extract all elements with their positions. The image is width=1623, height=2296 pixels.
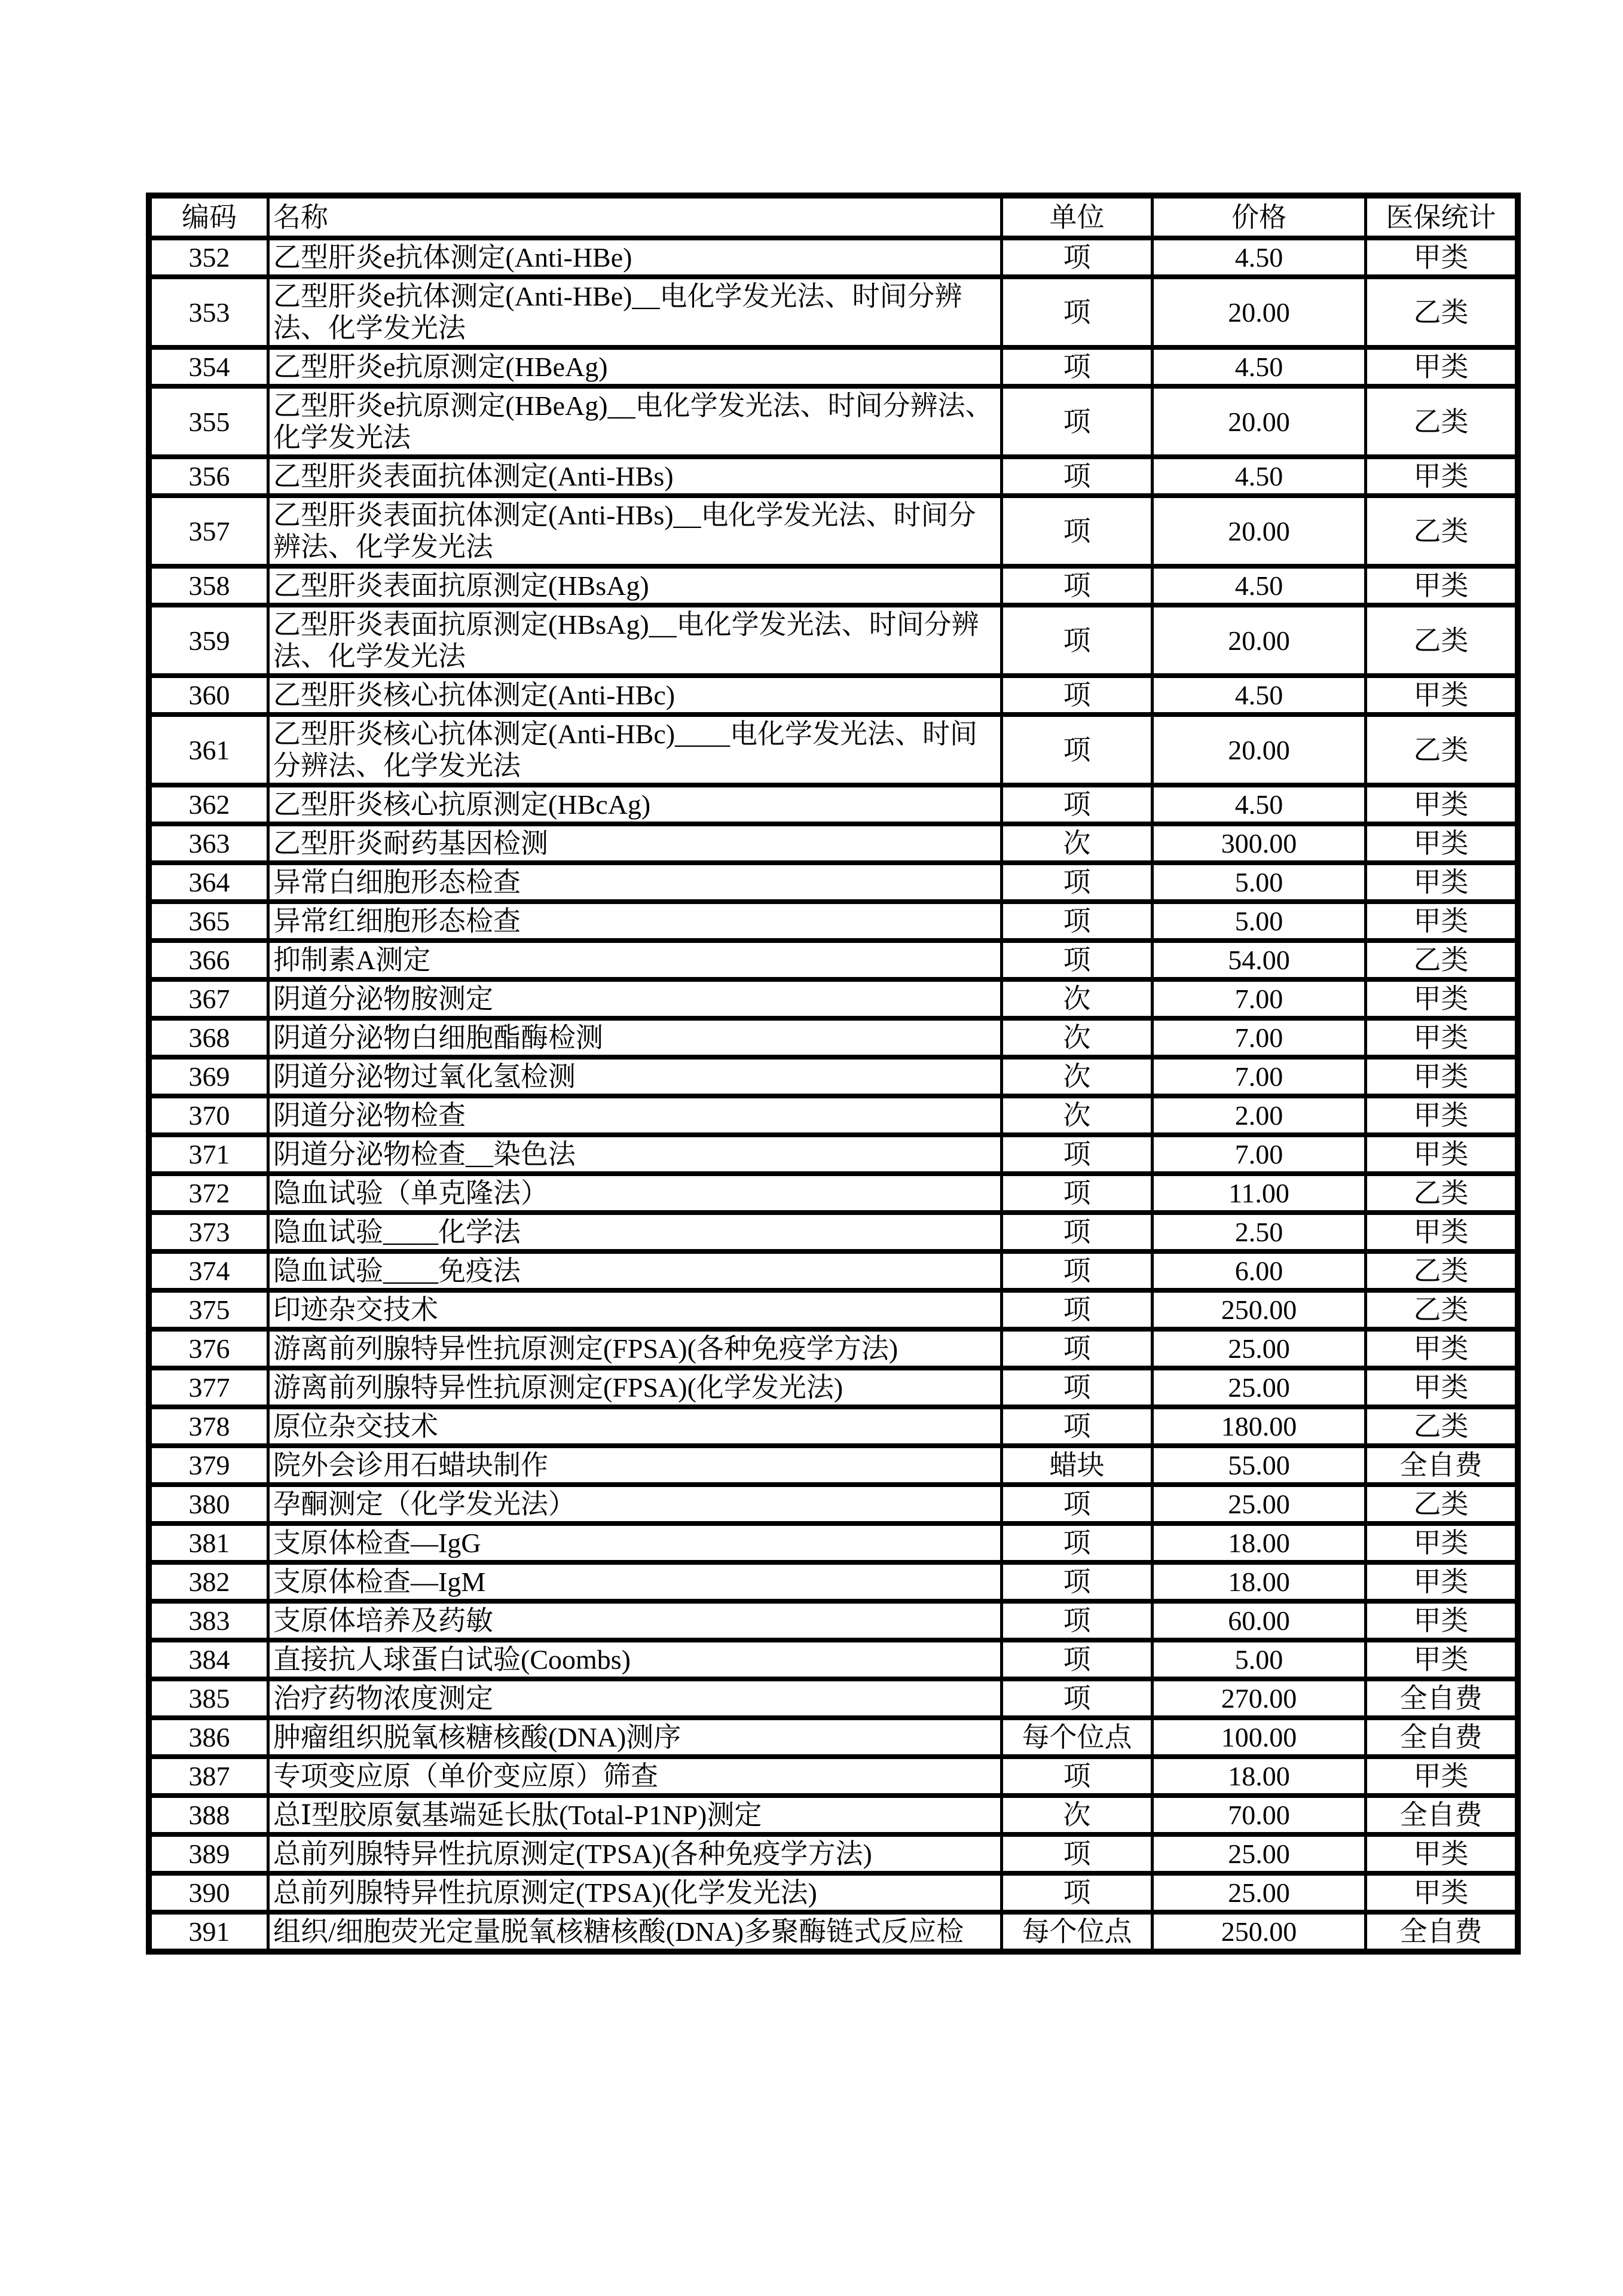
cell-price: 100.00	[1153, 1718, 1366, 1757]
cell-unit: 蜡块	[1002, 1446, 1153, 1485]
cell-name: 支原体检查—IgM	[268, 1562, 1002, 1601]
cell-price: 11.00	[1153, 1174, 1366, 1213]
table-row	[149, 1679, 1518, 1718]
cell-price: 2.00	[1153, 1096, 1366, 1135]
cell-insurance: 乙类	[1366, 1174, 1518, 1213]
table-row	[149, 277, 1518, 347]
cell-price: 270.00	[1153, 1679, 1366, 1718]
cell-unit: 项	[1002, 676, 1153, 715]
cell-unit: 项	[1002, 347, 1153, 386]
cell-name: 阴道分泌物检查__染色法	[268, 1135, 1002, 1174]
table-row	[149, 1057, 1518, 1096]
table-row	[149, 1718, 1518, 1757]
cell-code: 372	[149, 1174, 268, 1213]
cell-code: 358	[149, 566, 268, 605]
cell-code: 379	[149, 1446, 268, 1485]
cell-insurance: 甲类	[1366, 824, 1518, 863]
cell-insurance: 乙类	[1366, 605, 1518, 676]
cell-insurance: 甲类	[1366, 1368, 1518, 1407]
cell-unit: 次	[1002, 1057, 1153, 1096]
cell-price: 5.00	[1153, 863, 1366, 902]
cell-insurance: 乙类	[1366, 1290, 1518, 1329]
table-row	[149, 1368, 1518, 1407]
table-row	[149, 496, 1518, 566]
column-header-unit: 单位	[1002, 196, 1153, 238]
table-row	[149, 1757, 1518, 1796]
cell-name: 乙型肝炎表面抗原测定(HBsAg)	[268, 566, 1002, 605]
cell-name: 乙型肝炎核心抗体测定(Anti-HBc)____电化学发光法、时间分辨法、化学发光法	[268, 715, 1002, 785]
table-row	[149, 1135, 1518, 1174]
cell-code: 375	[149, 1290, 268, 1329]
cell-code: 367	[149, 979, 268, 1018]
cell-code: 391	[149, 1912, 268, 1952]
cell-name: 阴道分泌物白细胞酯酶检测	[268, 1018, 1002, 1057]
table-header	[149, 196, 1518, 238]
cell-price: 4.50	[1153, 785, 1366, 824]
cell-insurance: 甲类	[1366, 1057, 1518, 1096]
cell-unit: 每个位点	[1002, 1718, 1153, 1757]
cell-unit: 项	[1002, 605, 1153, 676]
cell-insurance: 甲类	[1366, 902, 1518, 941]
cell-insurance: 甲类	[1366, 566, 1518, 605]
cell-name: 乙型肝炎表面抗原测定(HBsAg)__电化学发光法、时间分辨法、化学发光法	[268, 605, 1002, 676]
cell-code: 357	[149, 496, 268, 566]
cell-unit: 项	[1002, 1174, 1153, 1213]
cell-price: 5.00	[1153, 902, 1366, 941]
cell-name: 乙型肝炎e抗原测定(HBeAg)__电化学发光法、时间分辨法、化学发光法	[268, 386, 1002, 457]
cell-price: 20.00	[1153, 496, 1366, 566]
cell-unit: 项	[1002, 1213, 1153, 1251]
cell-price: 180.00	[1153, 1407, 1366, 1446]
cell-price: 4.50	[1153, 676, 1366, 715]
cell-unit: 项	[1002, 1329, 1153, 1368]
cell-name: 总前列腺特异性抗原测定(TPSA)(各种免疫学方法)	[268, 1834, 1002, 1873]
cell-name: 专项变应原（单价变应原）筛查	[268, 1757, 1002, 1796]
table-row	[149, 1485, 1518, 1523]
cell-name: 阴道分泌物过氧化氢检测	[268, 1057, 1002, 1096]
cell-insurance: 全自费	[1366, 1796, 1518, 1834]
cell-insurance: 甲类	[1366, 979, 1518, 1018]
cell-price: 4.50	[1153, 347, 1366, 386]
cell-price: 7.00	[1153, 1135, 1366, 1174]
cell-price: 60.00	[1153, 1601, 1366, 1640]
cell-insurance: 乙类	[1366, 941, 1518, 979]
cell-unit: 项	[1002, 785, 1153, 824]
cell-unit: 项	[1002, 1757, 1153, 1796]
cell-name: 阴道分泌物胺测定	[268, 979, 1002, 1018]
cell-unit: 项	[1002, 386, 1153, 457]
cell-price: 4.50	[1153, 457, 1366, 496]
cell-name: 隐血试验____化学法	[268, 1213, 1002, 1251]
table-row	[149, 1096, 1518, 1135]
cell-name: 乙型肝炎核心抗体测定(Anti-HBc)	[268, 676, 1002, 715]
cell-code: 388	[149, 1796, 268, 1834]
table-row	[149, 1213, 1518, 1251]
cell-name: 游离前列腺特异性抗原测定(FPSA)(各种免疫学方法)	[268, 1329, 1002, 1368]
cell-name: 支原体检查—IgG	[268, 1523, 1002, 1562]
cell-code: 377	[149, 1368, 268, 1407]
table-row	[149, 902, 1518, 941]
cell-price: 20.00	[1153, 605, 1366, 676]
cell-price: 6.00	[1153, 1251, 1366, 1290]
table-row	[149, 1446, 1518, 1485]
cell-price: 20.00	[1153, 386, 1366, 457]
table-row	[149, 386, 1518, 457]
cell-insurance: 甲类	[1366, 1018, 1518, 1057]
table-row	[149, 863, 1518, 902]
cell-name: 肿瘤组织脱氧核糖核酸(DNA)测序	[268, 1718, 1002, 1757]
cell-name: 异常白细胞形态检查	[268, 863, 1002, 902]
cell-insurance: 甲类	[1366, 1834, 1518, 1873]
cell-code: 368	[149, 1018, 268, 1057]
cell-insurance: 甲类	[1366, 1562, 1518, 1601]
cell-code: 365	[149, 902, 268, 941]
cell-name: 乙型肝炎e抗体测定(Anti-HBe)__电化学发光法、时间分辨法、化学发光法	[268, 277, 1002, 347]
cell-name: 直接抗人球蛋白试验(Coombs)	[268, 1640, 1002, 1679]
cell-name: 印迹杂交技术	[268, 1290, 1002, 1329]
cell-insurance: 甲类	[1366, 1329, 1518, 1368]
column-header-price: 价格	[1153, 196, 1366, 238]
cell-insurance: 甲类	[1366, 1135, 1518, 1174]
cell-unit: 项	[1002, 1523, 1153, 1562]
cell-name: 隐血试验（单克隆法）	[268, 1174, 1002, 1213]
cell-unit: 次	[1002, 1018, 1153, 1057]
table-row	[149, 824, 1518, 863]
cell-insurance: 乙类	[1366, 496, 1518, 566]
cell-code: 359	[149, 605, 268, 676]
header-row	[149, 196, 1518, 238]
cell-insurance: 乙类	[1366, 1407, 1518, 1446]
cell-code: 385	[149, 1679, 268, 1718]
table-row	[149, 1018, 1518, 1057]
cell-code: 376	[149, 1329, 268, 1368]
cell-code: 381	[149, 1523, 268, 1562]
cell-name: 孕酮测定（化学发光法）	[268, 1485, 1002, 1523]
cell-unit: 项	[1002, 1290, 1153, 1329]
table-row	[149, 1562, 1518, 1601]
cell-price: 25.00	[1153, 1368, 1366, 1407]
cell-insurance: 甲类	[1366, 1640, 1518, 1679]
cell-code: 355	[149, 386, 268, 457]
cell-name: 治疗药物浓度测定	[268, 1679, 1002, 1718]
table-row	[149, 1601, 1518, 1640]
cell-price: 7.00	[1153, 1018, 1366, 1057]
cell-code: 380	[149, 1485, 268, 1523]
cell-insurance: 乙类	[1366, 1485, 1518, 1523]
cell-code: 387	[149, 1757, 268, 1796]
cell-price: 25.00	[1153, 1485, 1366, 1523]
cell-price: 54.00	[1153, 941, 1366, 979]
cell-code: 363	[149, 824, 268, 863]
cell-unit: 次	[1002, 1096, 1153, 1135]
cell-name: 乙型肝炎表面抗体测定(Anti-HBs)__电化学发光法、时间分辨法、化学发光法	[268, 496, 1002, 566]
cell-price: 55.00	[1153, 1446, 1366, 1485]
cell-insurance: 甲类	[1366, 457, 1518, 496]
cell-code: 360	[149, 676, 268, 715]
cell-insurance: 甲类	[1366, 1213, 1518, 1251]
cell-unit: 项	[1002, 1407, 1153, 1446]
cell-code: 361	[149, 715, 268, 785]
cell-unit: 项	[1002, 238, 1153, 277]
cell-insurance: 甲类	[1366, 1601, 1518, 1640]
cell-insurance: 甲类	[1366, 785, 1518, 824]
cell-unit: 项	[1002, 1485, 1153, 1523]
table-row	[149, 1251, 1518, 1290]
cell-price: 20.00	[1153, 277, 1366, 347]
table-row	[149, 1640, 1518, 1679]
cell-insurance: 甲类	[1366, 347, 1518, 386]
cell-code: 364	[149, 863, 268, 902]
table-row	[149, 1523, 1518, 1562]
table-row	[149, 1834, 1518, 1873]
cell-name: 组织/细胞荧光定量脱氧核糖核酸(DNA)多聚酶链式反应检	[268, 1912, 1002, 1952]
cell-name: 异常红细胞形态检查	[268, 902, 1002, 941]
cell-price: 7.00	[1153, 979, 1366, 1018]
table-row	[149, 1407, 1518, 1446]
cell-unit: 项	[1002, 1562, 1153, 1601]
cell-name: 阴道分泌物检查	[268, 1096, 1002, 1135]
cell-unit: 项	[1002, 1834, 1153, 1873]
cell-price: 25.00	[1153, 1834, 1366, 1873]
price-table	[146, 193, 1521, 1955]
cell-code: 370	[149, 1096, 268, 1135]
table-row	[149, 457, 1518, 496]
table-row	[149, 566, 1518, 605]
cell-insurance: 全自费	[1366, 1679, 1518, 1718]
cell-name: 总前列腺特异性抗原测定(TPSA)(化学发光法)	[268, 1873, 1002, 1912]
cell-code: 382	[149, 1562, 268, 1601]
cell-unit: 项	[1002, 1251, 1153, 1290]
cell-price: 4.50	[1153, 566, 1366, 605]
cell-price: 25.00	[1153, 1873, 1366, 1912]
cell-code: 362	[149, 785, 268, 824]
cell-price: 20.00	[1153, 715, 1366, 785]
cell-unit: 项	[1002, 715, 1153, 785]
cell-price: 2.50	[1153, 1213, 1366, 1251]
cell-insurance: 乙类	[1366, 715, 1518, 785]
cell-insurance: 甲类	[1366, 1096, 1518, 1135]
table-row	[149, 1873, 1518, 1912]
cell-code: 352	[149, 238, 268, 277]
cell-insurance: 甲类	[1366, 1873, 1518, 1912]
table-row	[149, 1174, 1518, 1213]
table-row	[149, 238, 1518, 277]
cell-price: 250.00	[1153, 1912, 1366, 1952]
cell-unit: 项	[1002, 1601, 1153, 1640]
cell-insurance: 乙类	[1366, 1251, 1518, 1290]
table-row	[149, 1290, 1518, 1329]
cell-insurance: 全自费	[1366, 1912, 1518, 1952]
cell-code: 386	[149, 1718, 268, 1757]
cell-code: 390	[149, 1873, 268, 1912]
cell-code: 378	[149, 1407, 268, 1446]
cell-price: 70.00	[1153, 1796, 1366, 1834]
cell-unit: 项	[1002, 457, 1153, 496]
cell-price: 25.00	[1153, 1329, 1366, 1368]
table-row	[149, 1329, 1518, 1368]
cell-unit: 项	[1002, 1368, 1153, 1407]
cell-name: 乙型肝炎e抗原测定(HBeAg)	[268, 347, 1002, 386]
table-row	[149, 785, 1518, 824]
cell-price: 250.00	[1153, 1290, 1366, 1329]
cell-unit: 次	[1002, 824, 1153, 863]
cell-insurance: 甲类	[1366, 676, 1518, 715]
cell-unit: 项	[1002, 1640, 1153, 1679]
cell-name: 总Ⅰ型胶原氨基端延长肽(Total-P1NP)测定	[268, 1796, 1002, 1834]
cell-unit: 项	[1002, 496, 1153, 566]
cell-name: 乙型肝炎耐药基因检测	[268, 824, 1002, 863]
table-row	[149, 941, 1518, 979]
cell-insurance: 甲类	[1366, 863, 1518, 902]
cell-unit: 项	[1002, 1679, 1153, 1718]
cell-price: 18.00	[1153, 1523, 1366, 1562]
cell-name: 支原体培养及药敏	[268, 1601, 1002, 1640]
cell-insurance: 全自费	[1366, 1446, 1518, 1485]
cell-code: 353	[149, 277, 268, 347]
table-row	[149, 979, 1518, 1018]
cell-name: 抑制素A测定	[268, 941, 1002, 979]
table-row	[149, 605, 1518, 676]
cell-price: 5.00	[1153, 1640, 1366, 1679]
cell-code: 366	[149, 941, 268, 979]
table-row	[149, 715, 1518, 785]
cell-unit: 项	[1002, 863, 1153, 902]
cell-unit: 项	[1002, 1135, 1153, 1174]
cell-code: 383	[149, 1601, 268, 1640]
cell-code: 371	[149, 1135, 268, 1174]
cell-insurance: 乙类	[1366, 386, 1518, 457]
cell-insurance: 全自费	[1366, 1718, 1518, 1757]
cell-code: 356	[149, 457, 268, 496]
cell-unit: 次	[1002, 1796, 1153, 1834]
cell-insurance: 甲类	[1366, 1757, 1518, 1796]
cell-code: 389	[149, 1834, 268, 1873]
cell-name: 乙型肝炎e抗体测定(Anti-HBe)	[268, 238, 1002, 277]
cell-price: 18.00	[1153, 1757, 1366, 1796]
cell-name: 隐血试验____免疫法	[268, 1251, 1002, 1290]
cell-unit: 项	[1002, 277, 1153, 347]
cell-unit: 项	[1002, 902, 1153, 941]
table-row	[149, 1796, 1518, 1834]
cell-name: 乙型肝炎表面抗体测定(Anti-HBs)	[268, 457, 1002, 496]
cell-unit: 次	[1002, 979, 1153, 1018]
cell-name: 乙型肝炎核心抗原测定(HBcAg)	[268, 785, 1002, 824]
table-body	[149, 238, 1518, 1952]
cell-unit: 项	[1002, 941, 1153, 979]
cell-code: 373	[149, 1213, 268, 1251]
cell-code: 384	[149, 1640, 268, 1679]
column-header-insurance: 医保统计	[1366, 196, 1518, 238]
cell-price: 7.00	[1153, 1057, 1366, 1096]
column-header-name: 名称	[268, 196, 1002, 238]
cell-unit: 每个位点	[1002, 1912, 1153, 1952]
cell-code: 369	[149, 1057, 268, 1096]
table-row	[149, 676, 1518, 715]
cell-code: 374	[149, 1251, 268, 1290]
cell-name: 游离前列腺特异性抗原测定(FPSA)(化学发光法)	[268, 1368, 1002, 1407]
cell-insurance: 甲类	[1366, 238, 1518, 277]
column-header-code: 编码	[149, 196, 268, 238]
cell-insurance: 乙类	[1366, 277, 1518, 347]
cell-price: 300.00	[1153, 824, 1366, 863]
cell-code: 354	[149, 347, 268, 386]
cell-price: 4.50	[1153, 238, 1366, 277]
cell-unit: 项	[1002, 1873, 1153, 1912]
cell-name: 原位杂交技术	[268, 1407, 1002, 1446]
cell-unit: 项	[1002, 566, 1153, 605]
cell-name: 院外会诊用石蜡块制作	[268, 1446, 1002, 1485]
cell-insurance: 甲类	[1366, 1523, 1518, 1562]
cell-price: 18.00	[1153, 1562, 1366, 1601]
table-row	[149, 347, 1518, 386]
table-row	[149, 1912, 1518, 1952]
